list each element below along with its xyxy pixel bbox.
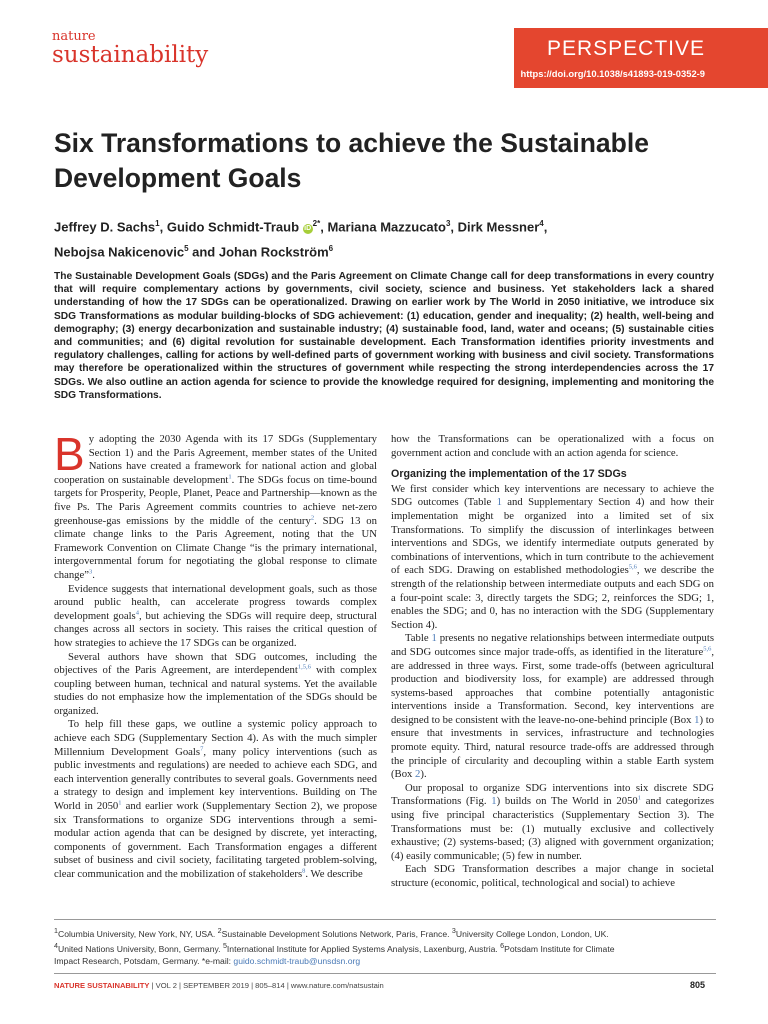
body-column-right xyxy=(391,433,714,891)
author-name[interactable]: Jeffrey D. Sachs xyxy=(54,219,156,235)
footnote-divider xyxy=(54,919,716,920)
footer-info: | VOL 2 | SEPTEMBER 2019 | 805–814 | www.nature.com/natsustain xyxy=(149,981,384,990)
author-name[interactable]: Nebojsa Nakicenovic xyxy=(54,244,185,260)
abstract: The Sustainable Development Goals (SDGs) and the Paris Agreement on Climate Change call for deep transformations in every country that will require complementary actions by governments, civil society, science and business. Yet stakeholders lack a shared understanding of how the 17 SDGs can be operationalized. Drawing on earlier work by The World in 2050 initiative, we introduce six SDG Transformations as modular building-blocks of SDG achievement: (1) education, gender and inequality; (2) health, well-being and demography; (3) energy decarbonization and sustainable industry; (4) sustainable food, land, water and oceans; (5) sustainable cities and communities; and (6) digital revolution for sustainable development. Each Transformation identifies priority investments and regulatory challenges, calling for actions by well-defined parts of government working with business and civil society. Transformations may therefore be operationalized within the structures of government while respecting the strong interdependencies across the 17 SDGs. We also outline an action agenda for science to provide the knowledge required for designing, implementing and monitoring the SDG Transformations. xyxy=(54,271,714,401)
paragraph: Several authors have shown that SDG outcomes, including the objectives of the Paris Agreement, are interdependent$^{1,5,6}$ with complex coupling between human, technical and natural systems. Yet the available studies do not emphasize how the implementation of the SDGs should be organized. xyxy=(54,650,377,717)
orcid-icon[interactable]: iD xyxy=(304,225,312,233)
article-type-banner xyxy=(514,28,768,88)
author-affiliation: 3 xyxy=(445,219,451,228)
paragraph: To help fill these gaps, we outline a systemic policy approach to achieve each SDG (Supplementary Section 4). As with the much simpler Millennium Development Goals$^7$, many policy interventions (such as public investments and regulations) are needed to achieve each SDG, and each intervention generally contributes to several goals. Governments need a strategy to design and implement key interventions. Building on The World in 2050$^1$ and earlier work (Supplementary Section 2), we propose six Transformations to organize SDG interventions through a semi-modular action agenda that can be designed by discrete, yet interacting, components of government. Each Transformation engages a different subset of business and civil society, facilitating targeted problem-solving, clear communication and the mobilization of stakeholders$^8$. We describe xyxy=(54,718,377,880)
paragraph: how the Transformations can be operationalized with a focus on government action and conclude with an action agenda for science. xyxy=(391,433,714,459)
footer-journal: NATURE SUSTAINABILITY xyxy=(54,981,150,990)
paragraph: Each SDG Transformation describes a major change in societal structure (economic, political, technological and social) to achieve xyxy=(391,863,714,889)
paragraph: By adopting the 2030 Agenda with its 17 SDGs (Supplementary Section 1) and the Paris Agreement, member states of the United Nations have created a framework for national action and global cooperation on sustainable development$^1$. The SDGs focus on time-bound targets for Prosperity, People, Planet, Peace and Partnership—known as the five Ps. The Paris Agreement commits countries to achieve net-zero greenhouse-gas emissions by the middle of the century$^2$. SDG 13 on climate change links to the Paris Agreement, noting that the UN Framework Convention on Climate Change “is the primary international, intergovernmental forum for negotiating the global response to climate change”$^3$. xyxy=(54,428,377,581)
author-name[interactable]: Mariana Mazzucato xyxy=(327,219,446,235)
journal-logo-line2: sustainability xyxy=(52,42,209,68)
citation[interactable]: 5,6 xyxy=(628,563,637,571)
affiliation-line: $^4$United Nations University, Bonn, Germany. $^5$International Institute for Applied Systems Analysis, Laxenburg, Austria. $^6$Potsdam Institute for Climate xyxy=(54,941,615,954)
journal-logo xyxy=(52,30,208,67)
citation[interactable]: 5,6 xyxy=(703,645,712,653)
drop-cap: B xyxy=(54,428,85,480)
citation[interactable]: 1 xyxy=(118,799,122,807)
section-heading: Organizing the implementation of the 17 SDGs xyxy=(391,468,627,481)
page-number: 805 xyxy=(690,980,706,990)
body-column-left xyxy=(54,428,377,882)
doi-link[interactable]: https://doi.org/10.1038/s41893-019-0352-9 xyxy=(520,68,705,79)
affiliations xyxy=(54,925,716,967)
citation[interactable]: 7 xyxy=(200,745,204,753)
author-affiliation: 4 xyxy=(539,219,544,228)
author-name[interactable]: Guido Schmidt-Traub xyxy=(166,219,300,235)
paragraph: We first consider which key interventions are necessary to achieve the SDG outcomes (Table 1 and Supplementary Section 4) and how their implementation might be organized into a limited set of six Transformations. To simplify the discussion of interlinkages between interventions and SDGs, we identify intermediate outputs generated by combinations of interventions, which in turn contribute to the achievement of each SDG. Drawing on established methodologies$^{5,6}$, we describe the strength of the relationship between intermediate outputs and each SDG on a four-point scale: 3, directly targets the SDG; 2, reinforces the SDG; 1, enables the SDG; and 0, has no interaction with the SDG (Supplementary Section 4). xyxy=(391,482,715,631)
author-name[interactable]: Dirk Messner xyxy=(457,219,540,235)
citation[interactable]: 1 xyxy=(637,794,642,802)
author-affiliation: 2* xyxy=(312,219,321,228)
email-link[interactable]: guido.schmidt-traub@unsdsn.org xyxy=(233,955,361,966)
footer-divider xyxy=(54,973,716,974)
author-name[interactable]: Johan Rockström xyxy=(218,244,329,260)
affiliation-line: $^1$Columbia University, New York, NY, USA. $^2$Sustainable Development Solutions Network, Paris, France. $^3$University College London, London, UK. xyxy=(54,927,609,939)
citation[interactable]: 8 xyxy=(302,867,306,875)
article-title: Six Transformations to achieve the Sustainable Development Goals xyxy=(54,128,649,193)
figure-link[interactable]: 1 xyxy=(491,795,497,808)
box-link[interactable]: 2 xyxy=(415,768,421,781)
author-affiliation: 1 xyxy=(155,219,160,228)
author-affiliation: 5 xyxy=(184,244,189,254)
table-link[interactable]: 1 xyxy=(496,496,502,509)
citation[interactable]: 4 xyxy=(135,609,139,617)
author-affiliation: 6 xyxy=(328,244,334,254)
author-list: Jeffrey D. Sachs$^1$, Guido Schmidt-Traub $iD^{2*}$, Mariana Mazzucato$^3$, Dirk Messner$^4$, Nebojsa Nakicenovic$^5$ and Johan Rockström$^6$ xyxy=(54,219,548,260)
citation[interactable]: 2 xyxy=(310,514,315,521)
affiliation-line: Impact Research, Potsdam, Germany. *e-mail: guido.schmidt-traub@unsdsn.org xyxy=(54,955,361,966)
journal-logo-line1: nature xyxy=(52,29,96,44)
paragraph: Table 1 presents no negative relationships between intermediate outputs and SDG outcomes since major trade-offs, as identified in the literature$^{5,6}$, are addressed in three ways. First, some trade-offs (between agricultural production and biodiversity loss, for example) are addressed through systems-based approaches that combine potentially antagonistic interventions inside a Transformation. Second, key interventions are designed to be consistent with the leave-no-one-behind principle (Box 1) to ensure that investments in services, infrastructure and technologies promote equity. Third, natural resource trade-offs are addressed through the principle of circularity and decoupling within a stable Earth system (Box 2). xyxy=(391,632,715,781)
paragraph: Evidence suggests that international development goals, such as those around public health, can accelerate progress towards complex development goals$^4$, but achieving the SDGs will require deep, structural changes across all sectors in society. This raises the critical question of how strategies to achieve the 17 SDGs can be organized. xyxy=(54,582,377,649)
citation[interactable]: 3 xyxy=(89,568,93,576)
box-link[interactable]: 1 xyxy=(694,713,700,726)
table-link[interactable]: 1 xyxy=(431,632,437,645)
article-type-label: PERSPECTIVE xyxy=(546,37,705,60)
paragraph: Our proposal to organize SDG interventions into six discrete SDG Transformations (Fig. 1) builds on The World in 2050$^1$ and categorizes using five principal characteristics (Supplementary Section 3). The Transformations must be: (1) mutually exclusive and collectively exhaustive; (2) systems-based; (3) aligned with government organization; (4) easily communicable; (5) few in number. xyxy=(391,781,714,862)
citation[interactable]: 1,5,6 xyxy=(297,663,311,671)
citation[interactable]: 1 xyxy=(228,473,232,481)
page-footer xyxy=(54,981,384,990)
